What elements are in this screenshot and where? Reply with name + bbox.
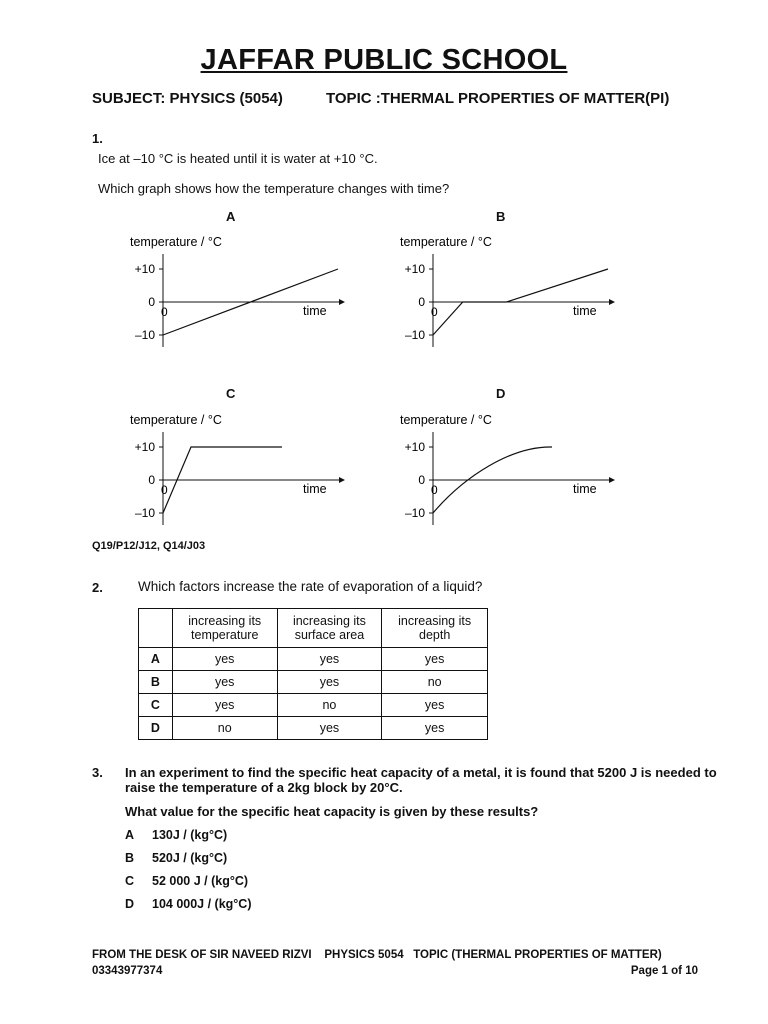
table-cell: yes bbox=[277, 717, 382, 740]
row-label: B bbox=[139, 671, 173, 694]
graph-a-y-label: temperature / °C bbox=[130, 235, 222, 249]
school-title: JAFFAR PUBLIC SCHOOL bbox=[200, 44, 568, 76]
question-2-number: 2. bbox=[92, 580, 103, 595]
footer-phone: 03343977374 bbox=[92, 965, 163, 977]
graph-a-origin-label: 0 bbox=[161, 305, 168, 319]
option-d-text: 104 000J / (kg°C) bbox=[152, 897, 252, 911]
graph-d-tick-label-minus-10: –10 bbox=[404, 506, 425, 520]
graph-d-tick-label-plus-10: +10 bbox=[404, 440, 425, 454]
table-cell: no bbox=[172, 717, 277, 740]
table-row bbox=[139, 671, 488, 694]
table-cell: yes bbox=[382, 648, 488, 671]
footer-line: FROM THE DESK OF SIR NAVEED RIZVI PHYSICS 5054 TOPIC (THERMAL PROPERTIES OF MATTER) bbox=[92, 949, 662, 961]
graph-b-title: B bbox=[496, 209, 506, 224]
question-3-number: 3. bbox=[92, 765, 103, 780]
question-2-text: Which factors increase the rate of evaporation of a liquid? bbox=[138, 579, 483, 594]
table-header-row bbox=[139, 609, 488, 648]
option-a-letter: A bbox=[125, 828, 135, 842]
question-3-prompt: What value for the specific heat capacity is given by these results? bbox=[125, 804, 539, 819]
topic-heading: TOPIC :THERMAL PROPERTIES OF MATTER(PI) bbox=[326, 90, 670, 107]
graph-b-y-label: temperature / °C bbox=[400, 235, 492, 249]
graph-c-title: C bbox=[226, 386, 236, 401]
graph-a-tick-label-plus-10: +10 bbox=[134, 262, 155, 276]
graph-d-origin-label: 0 bbox=[431, 483, 438, 497]
column-header-depth: increasing its depth bbox=[382, 609, 488, 648]
table-cell: yes bbox=[277, 648, 382, 671]
graph-c-origin-label: 0 bbox=[161, 483, 168, 497]
option-b-letter: B bbox=[125, 851, 135, 865]
question-1-number: 1. bbox=[92, 131, 103, 146]
graph-a-title: A bbox=[226, 209, 236, 224]
graph-a-tick-label-minus-10: –10 bbox=[134, 328, 155, 342]
table-row bbox=[139, 694, 488, 717]
question-1-source: Q19/P12/J12, Q14/J03 bbox=[92, 540, 206, 552]
column-header-surface-area: increasing its surface area bbox=[277, 609, 382, 648]
option-c-text: 52 000 J / (kg°C) bbox=[152, 874, 249, 888]
option-c-letter: C bbox=[125, 874, 135, 888]
graph-b-tick-label-minus-10: –10 bbox=[404, 328, 425, 342]
graph-b-origin-label: 0 bbox=[431, 305, 438, 319]
table-cell: no bbox=[277, 694, 382, 717]
question-1-text: Ice at –10 °C is heated until it is water at +10 °C. bbox=[98, 151, 378, 166]
table-cell: yes bbox=[382, 694, 488, 717]
graphs-group bbox=[130, 235, 615, 525]
table-cell: yes bbox=[172, 671, 277, 694]
graph-b-x-arrow bbox=[609, 299, 615, 305]
table-cell: yes bbox=[277, 671, 382, 694]
table-cell: yes bbox=[172, 694, 277, 717]
graph-c-tick-label-minus-10: –10 bbox=[134, 506, 155, 520]
graph-c-x-arrow bbox=[339, 477, 345, 483]
evaporation-table bbox=[138, 608, 488, 740]
table-corner-cell bbox=[139, 609, 173, 648]
graph-a-x-label: time bbox=[303, 304, 327, 318]
option-b-text: 520J / (kg°C) bbox=[152, 851, 228, 865]
option-a-text: 130J / (kg°C) bbox=[152, 828, 228, 842]
graph-b-tick-label-plus-10: +10 bbox=[404, 262, 425, 276]
graph-d-title: D bbox=[496, 386, 506, 401]
subject-heading: SUBJECT: PHYSICS (5054) bbox=[92, 90, 283, 107]
table-cell: yes bbox=[382, 717, 488, 740]
question-3-line-2: raise the temperature of a 2kg block by 20°C. bbox=[125, 780, 403, 795]
graph-a-tick-label-0: 0 bbox=[148, 295, 155, 309]
question-3-line-1: In an experiment to find the specific heat capacity of a metal, it is found that 5200 J is needed to bbox=[125, 765, 717, 780]
graph-a-x-arrow bbox=[339, 299, 345, 305]
graph-d-x-arrow bbox=[609, 477, 615, 483]
table-row bbox=[139, 648, 488, 671]
graph-c-tick-label-plus-10: +10 bbox=[134, 440, 155, 454]
footer-page-number: Page 1 of 10 bbox=[630, 965, 698, 977]
row-label: A bbox=[139, 648, 173, 671]
graph-b-x-label: time bbox=[573, 304, 597, 318]
graph-c-x-label: time bbox=[303, 482, 327, 496]
row-label: C bbox=[139, 694, 173, 717]
table-row bbox=[139, 717, 488, 740]
graph-c-y-label: temperature / °C bbox=[130, 413, 222, 427]
table-cell: yes bbox=[172, 648, 277, 671]
graph-b-tick-label-0: 0 bbox=[418, 295, 425, 309]
graph-d-tick-label-0: 0 bbox=[418, 473, 425, 487]
graph-d-y-label: temperature / °C bbox=[400, 413, 492, 427]
row-label: D bbox=[139, 717, 173, 740]
option-d-letter: D bbox=[125, 897, 135, 911]
table-cell: no bbox=[382, 671, 488, 694]
question-1-prompt: Which graph shows how the temperature changes with time? bbox=[98, 181, 450, 196]
graph-d-x-label: time bbox=[573, 482, 597, 496]
graph-c-tick-label-0: 0 bbox=[148, 473, 155, 487]
column-header-temperature: increasing its temperature bbox=[172, 609, 277, 648]
